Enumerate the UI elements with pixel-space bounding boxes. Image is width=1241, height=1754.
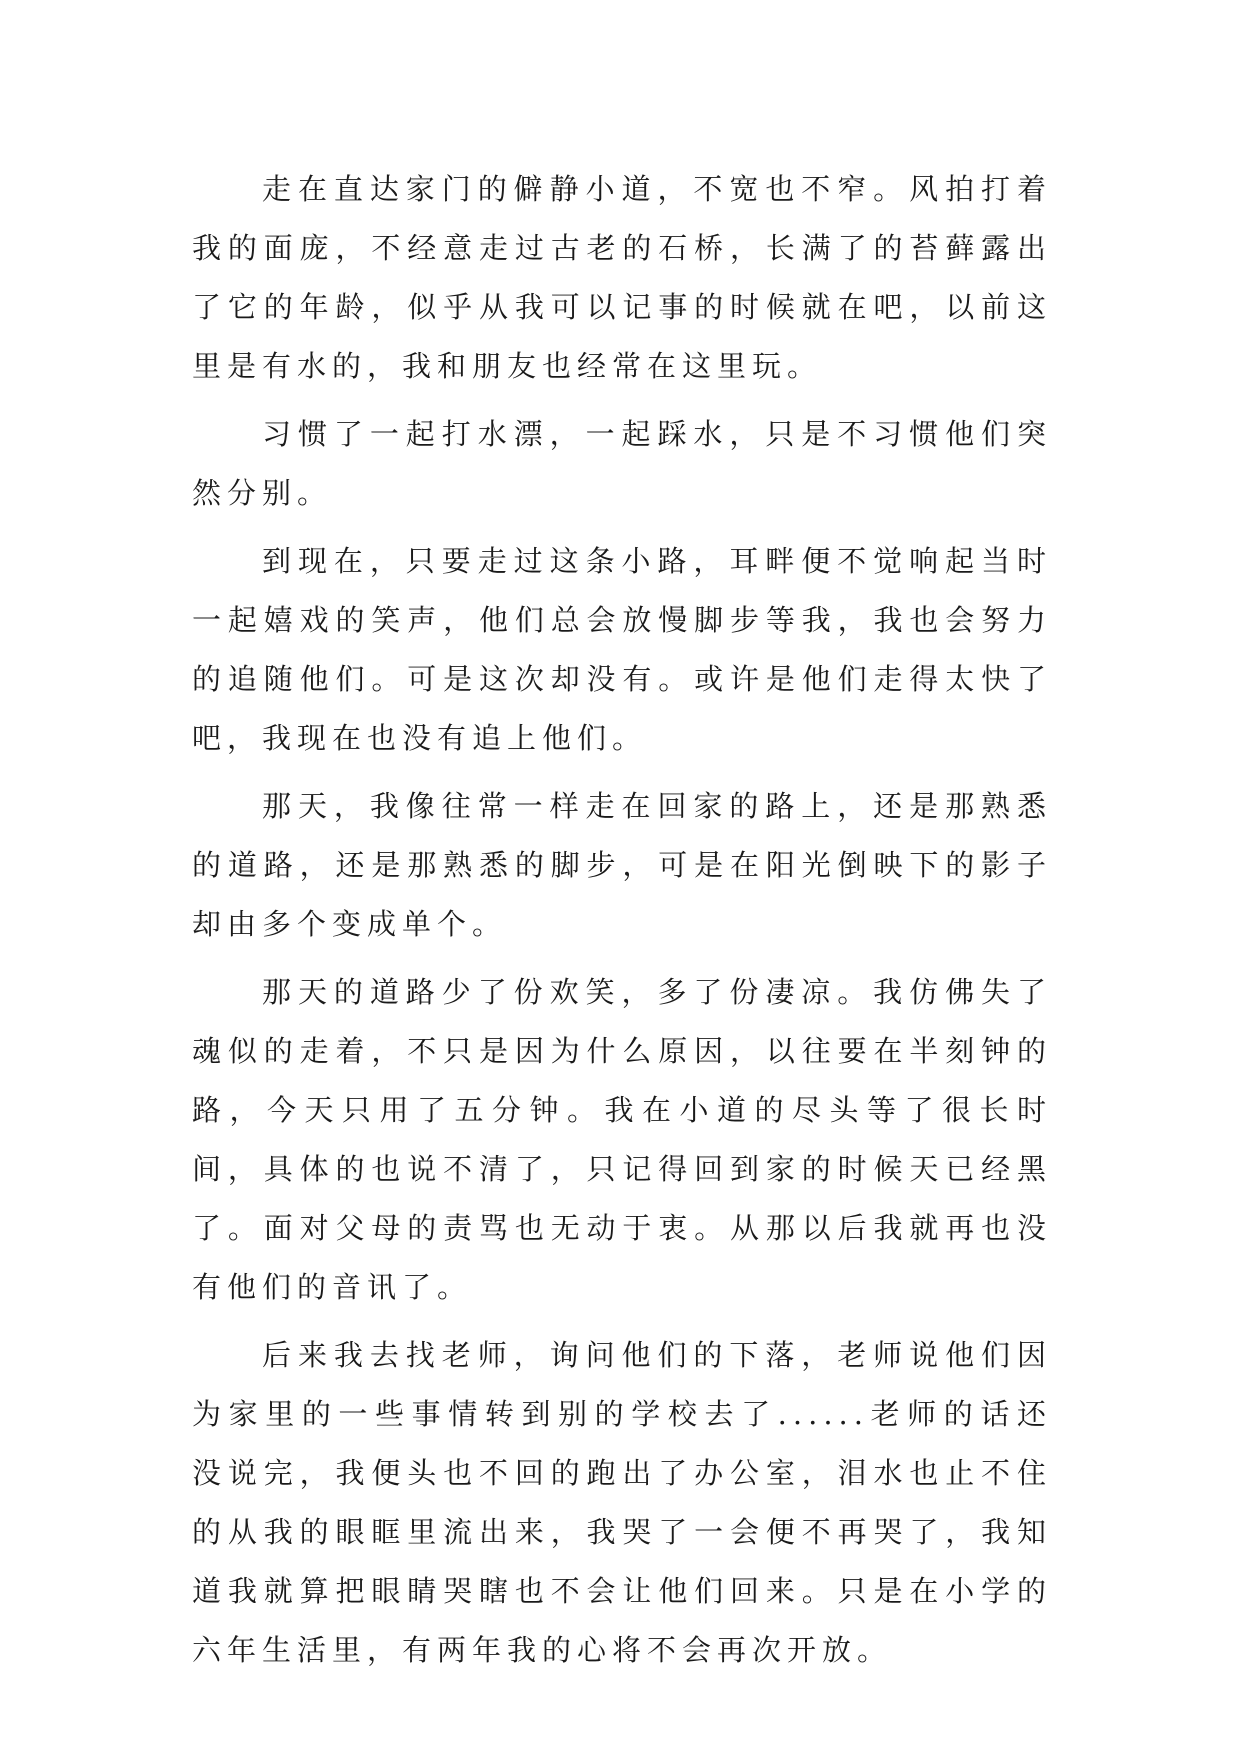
paragraph-1: 走在直达家门的僻静小道，不宽也不窄。风拍打着我的面庞，不经意走过古老的石桥，长满了的苔藓露出了它的年龄，似乎从我可以记事的时候就在吧，以前这里是有水的，我和朋友也经常在这里玩。 bbox=[192, 172, 1052, 383]
paragraph-5: 那天的道路少了份欢笑，多了份凄凉。我仿佛失了魂似的走着，不只是因为什么原因，以往要在半刻钟的路，今天只用了五分钟。我在小道的尽头等了很长时间，具体的也说不清了，只记得回到家的时候天已经黑了。面对父母的责骂也无动于衷。从那以后我就再也没有他们的音讯了。 bbox=[192, 975, 1052, 1304]
paragraph-4: 那天，我像往常一样走在回家的路上，还是那熟悉的道路，还是那熟悉的脚步，可是在阳光倒映下的影子却由多个变成单个。 bbox=[192, 789, 1052, 941]
paragraph-3: 到现在，只要走过这条小路，耳畔便不觉响起当时一起嬉戏的笑声，他们总会放慢脚步等我，我也会努力的追随他们。可是这次却没有。或许是他们走得太快了吧，我现在也没有追上他们。 bbox=[192, 544, 1052, 755]
paragraph-6: 后来我去找老师，询问他们的下落，老师说他们因为家里的一些事情转到别的学校去了......老师的话还没说完，我便头也不回的跑出了办公室，泪水也止不住的从我的眼眶里流出来，我哭了一会便不再哭了，我知道我就算把眼睛哭瞎也不会让他们回来。只是在小学的六年生活里，有两年我的心将不会再次开放。 bbox=[192, 1338, 1052, 1667]
document-body bbox=[192, 160, 1052, 1689]
paragraph-2: 习惯了一起打水漂，一起踩水，只是不习惯他们突然分别。 bbox=[192, 417, 1052, 510]
